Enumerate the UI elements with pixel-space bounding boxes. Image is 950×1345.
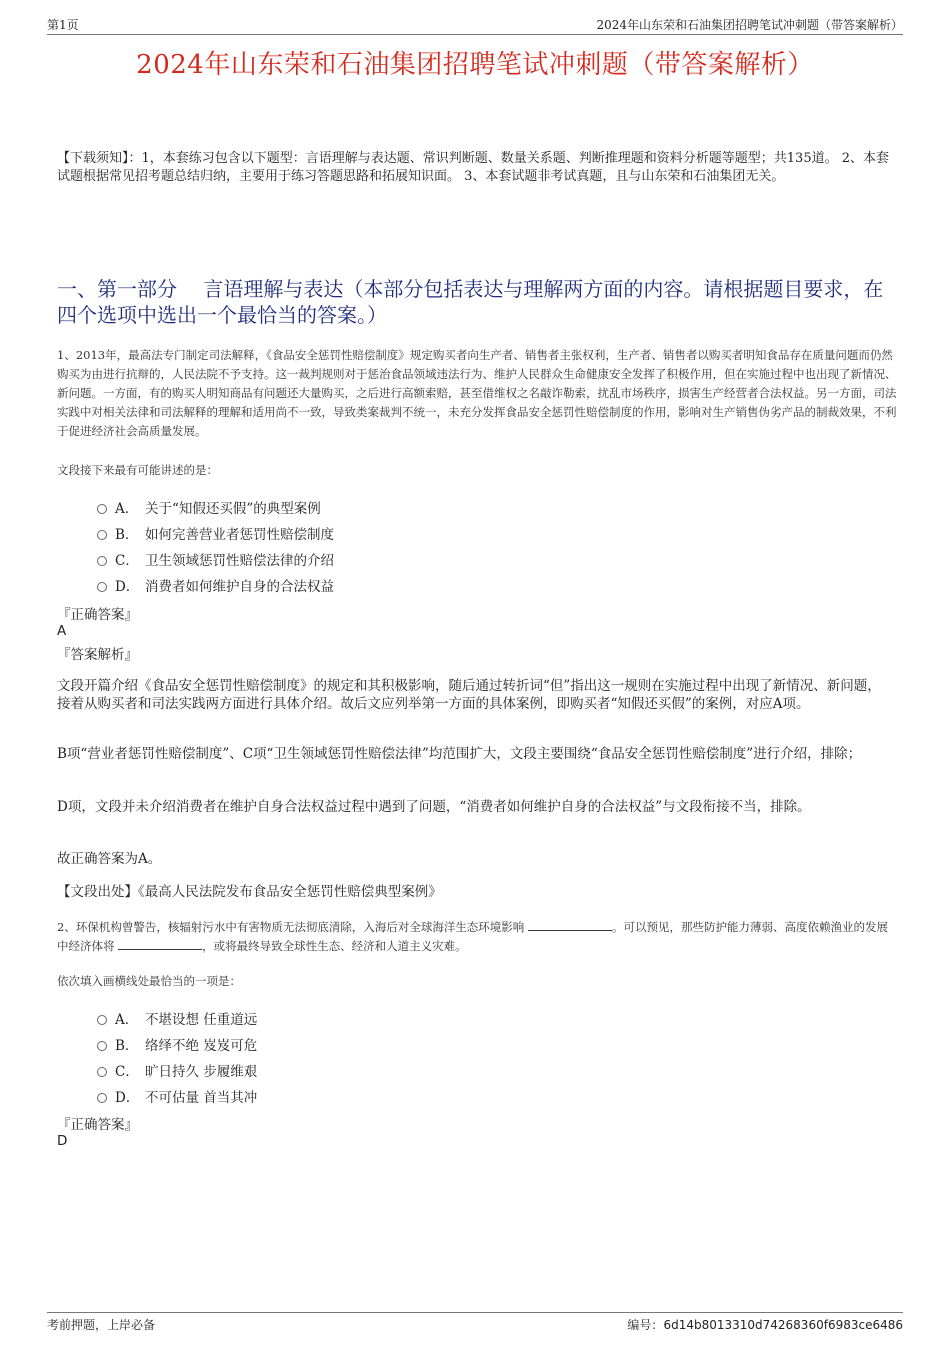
section-heading: 一、第一部分 言语理解与表达（本部分包括表达与理解两方面的内容。请根据题目要求，在四个选项中选出一个最恰当的答案。） [57, 277, 884, 327]
question-1-prompt: 文段接下来最有可能讲述的是： [57, 463, 218, 477]
q1-option-d[interactable]: D． 消费者如何维护自身的合法权益 [97, 575, 334, 595]
question-2-stem: 2、环保机构曾警告，核辐射污水中有害物质无法彻底清除，入海后对全球海洋生态环境影响 。可以预见，那些防护能力薄弱、高度依赖渔业的发展中经济体将 ，或将最终导致全球性生态、经济和人道主义灾难。 [57, 920, 888, 953]
q2-answer-label: 『正确答案』 [57, 1117, 138, 1133]
q1-analysis-label: 『答案解析』 [57, 647, 138, 663]
q1-analysis-conclusion: 故正确答案为A。 [57, 851, 162, 867]
radio-icon[interactable] [97, 1093, 107, 1103]
q1-analysis-paragraph-2: B项“营业者惩罚性赔偿制度”、C项“卫生领域惩罚性赔偿法律”均范围扩大，文段主要围绕“食品安全惩罚性赔偿制度”进行介绍，排除； [57, 746, 862, 762]
radio-icon[interactable] [97, 530, 107, 540]
footer-slogan: 考前押题，上岸必备 [47, 1318, 156, 1332]
radio-icon[interactable] [97, 504, 107, 514]
page-header [47, 14, 903, 35]
header-doc-title: 2024年山东荣和石油集团招聘笔试冲刺题（带答案解析） [596, 18, 903, 32]
q1-option-c[interactable]: C． 卫生领域惩罚性赔偿法律的介绍 [97, 549, 334, 569]
page-number: 第1页 [47, 18, 79, 32]
q1-analysis-paragraph-3: D项，文段并未介绍消费者在维护自身合法权益过程中遇到了问题，“消费者如何维护自身的合法权益”与文段衔接不当，排除。 [57, 799, 811, 815]
question-1-stem: 1、2013年，最高法专门制定司法解释，《食品安全惩罚性赔偿制度》规定购买者向生产者、销售者主张权利，生产者、销售者以购买者明知食品存在质量问题而仍然购买为由进行抗辩的，人民法院不予支持。这一裁判规则对于惩治食品领域违法行为、维护人民群众生命健康安全发挥了积极作用，但在实施过程中也出现了新情况、新问题。一方面，有的购买人明知商品有问题还大量购买，之后进行高额索赔，甚至借维权之名敲诈勒索，扰乱市场秩序，损害生产经营者合法权益。另一方面，司法实践中对相关法律和司法解释的理解和适用尚不一致，导致类案裁判不统一，未充分发挥食品安全惩罚性赔偿制度的作用，影响对生产销售伪劣产品的制裁效果，不利于促进经济社会高质量发展。 [57, 348, 897, 438]
q1-source: 【文段出处】《最高人民法院发布食品安全惩罚性赔偿典型案例》 [57, 884, 442, 900]
q1-answer-label: 『正确答案』 [57, 607, 138, 623]
q1-option-b[interactable]: B． 如何完善营业者惩罚性赔偿制度 [97, 523, 334, 543]
q1-option-a[interactable]: A． 关于“知假还买假”的典型案例 [97, 497, 321, 517]
radio-icon[interactable] [97, 556, 107, 566]
radio-icon[interactable] [97, 582, 107, 592]
q2-answer: D [57, 1133, 68, 1149]
radio-icon[interactable] [97, 1015, 107, 1025]
q2-option-c[interactable]: C． 旷日持久 步履维艰 [97, 1060, 257, 1080]
q1-analysis-paragraph-1: 文段开篇介绍《食品安全惩罚性赔偿制度》的规定和其积极影响，随后通过转折词“但”指出这一规则在实施过程中出现了新情况、新问题，接着从购买者和司法实践两方面进行具体介绍。故后文应列举第一方面的具体案例，即购买者“知假还买假”的案例，对应A项。 [57, 678, 881, 712]
fill-blank-2 [118, 939, 202, 950]
q1-answer: A [57, 623, 67, 639]
q2-option-d[interactable]: D． 不可估量 首当其冲 [97, 1086, 257, 1106]
fill-blank-1 [528, 920, 612, 931]
download-notice: 【下载须知】：1，本套练习包含以下题型：言语理解与表达题、常识判断题、数量关系题、判断推理题和资料分析题等题型；共135道。 2、本套试题根据常见招考题总结归纳，主要用于练习答题思路和拓展知识面。 3、本套试题非考试真题，且与山东荣和石油集团无关。 [57, 151, 889, 184]
document-title: 2024年山东荣和石油集团招聘笔试冲刺题（带答案解析） [136, 50, 814, 80]
q2-option-a[interactable]: A． 不堪设想 任重道远 [97, 1008, 257, 1028]
page-footer [47, 1312, 903, 1333]
q2-option-b[interactable]: B． 络绎不绝 岌岌可危 [97, 1034, 257, 1054]
question-2-prompt: 依次填入画横线处最恰当的一项是： [57, 974, 241, 988]
radio-icon[interactable] [97, 1041, 107, 1051]
document-code: 编号：6d14b8013310d74268360f6983ce6486 [627, 1318, 903, 1332]
radio-icon[interactable] [97, 1067, 107, 1077]
